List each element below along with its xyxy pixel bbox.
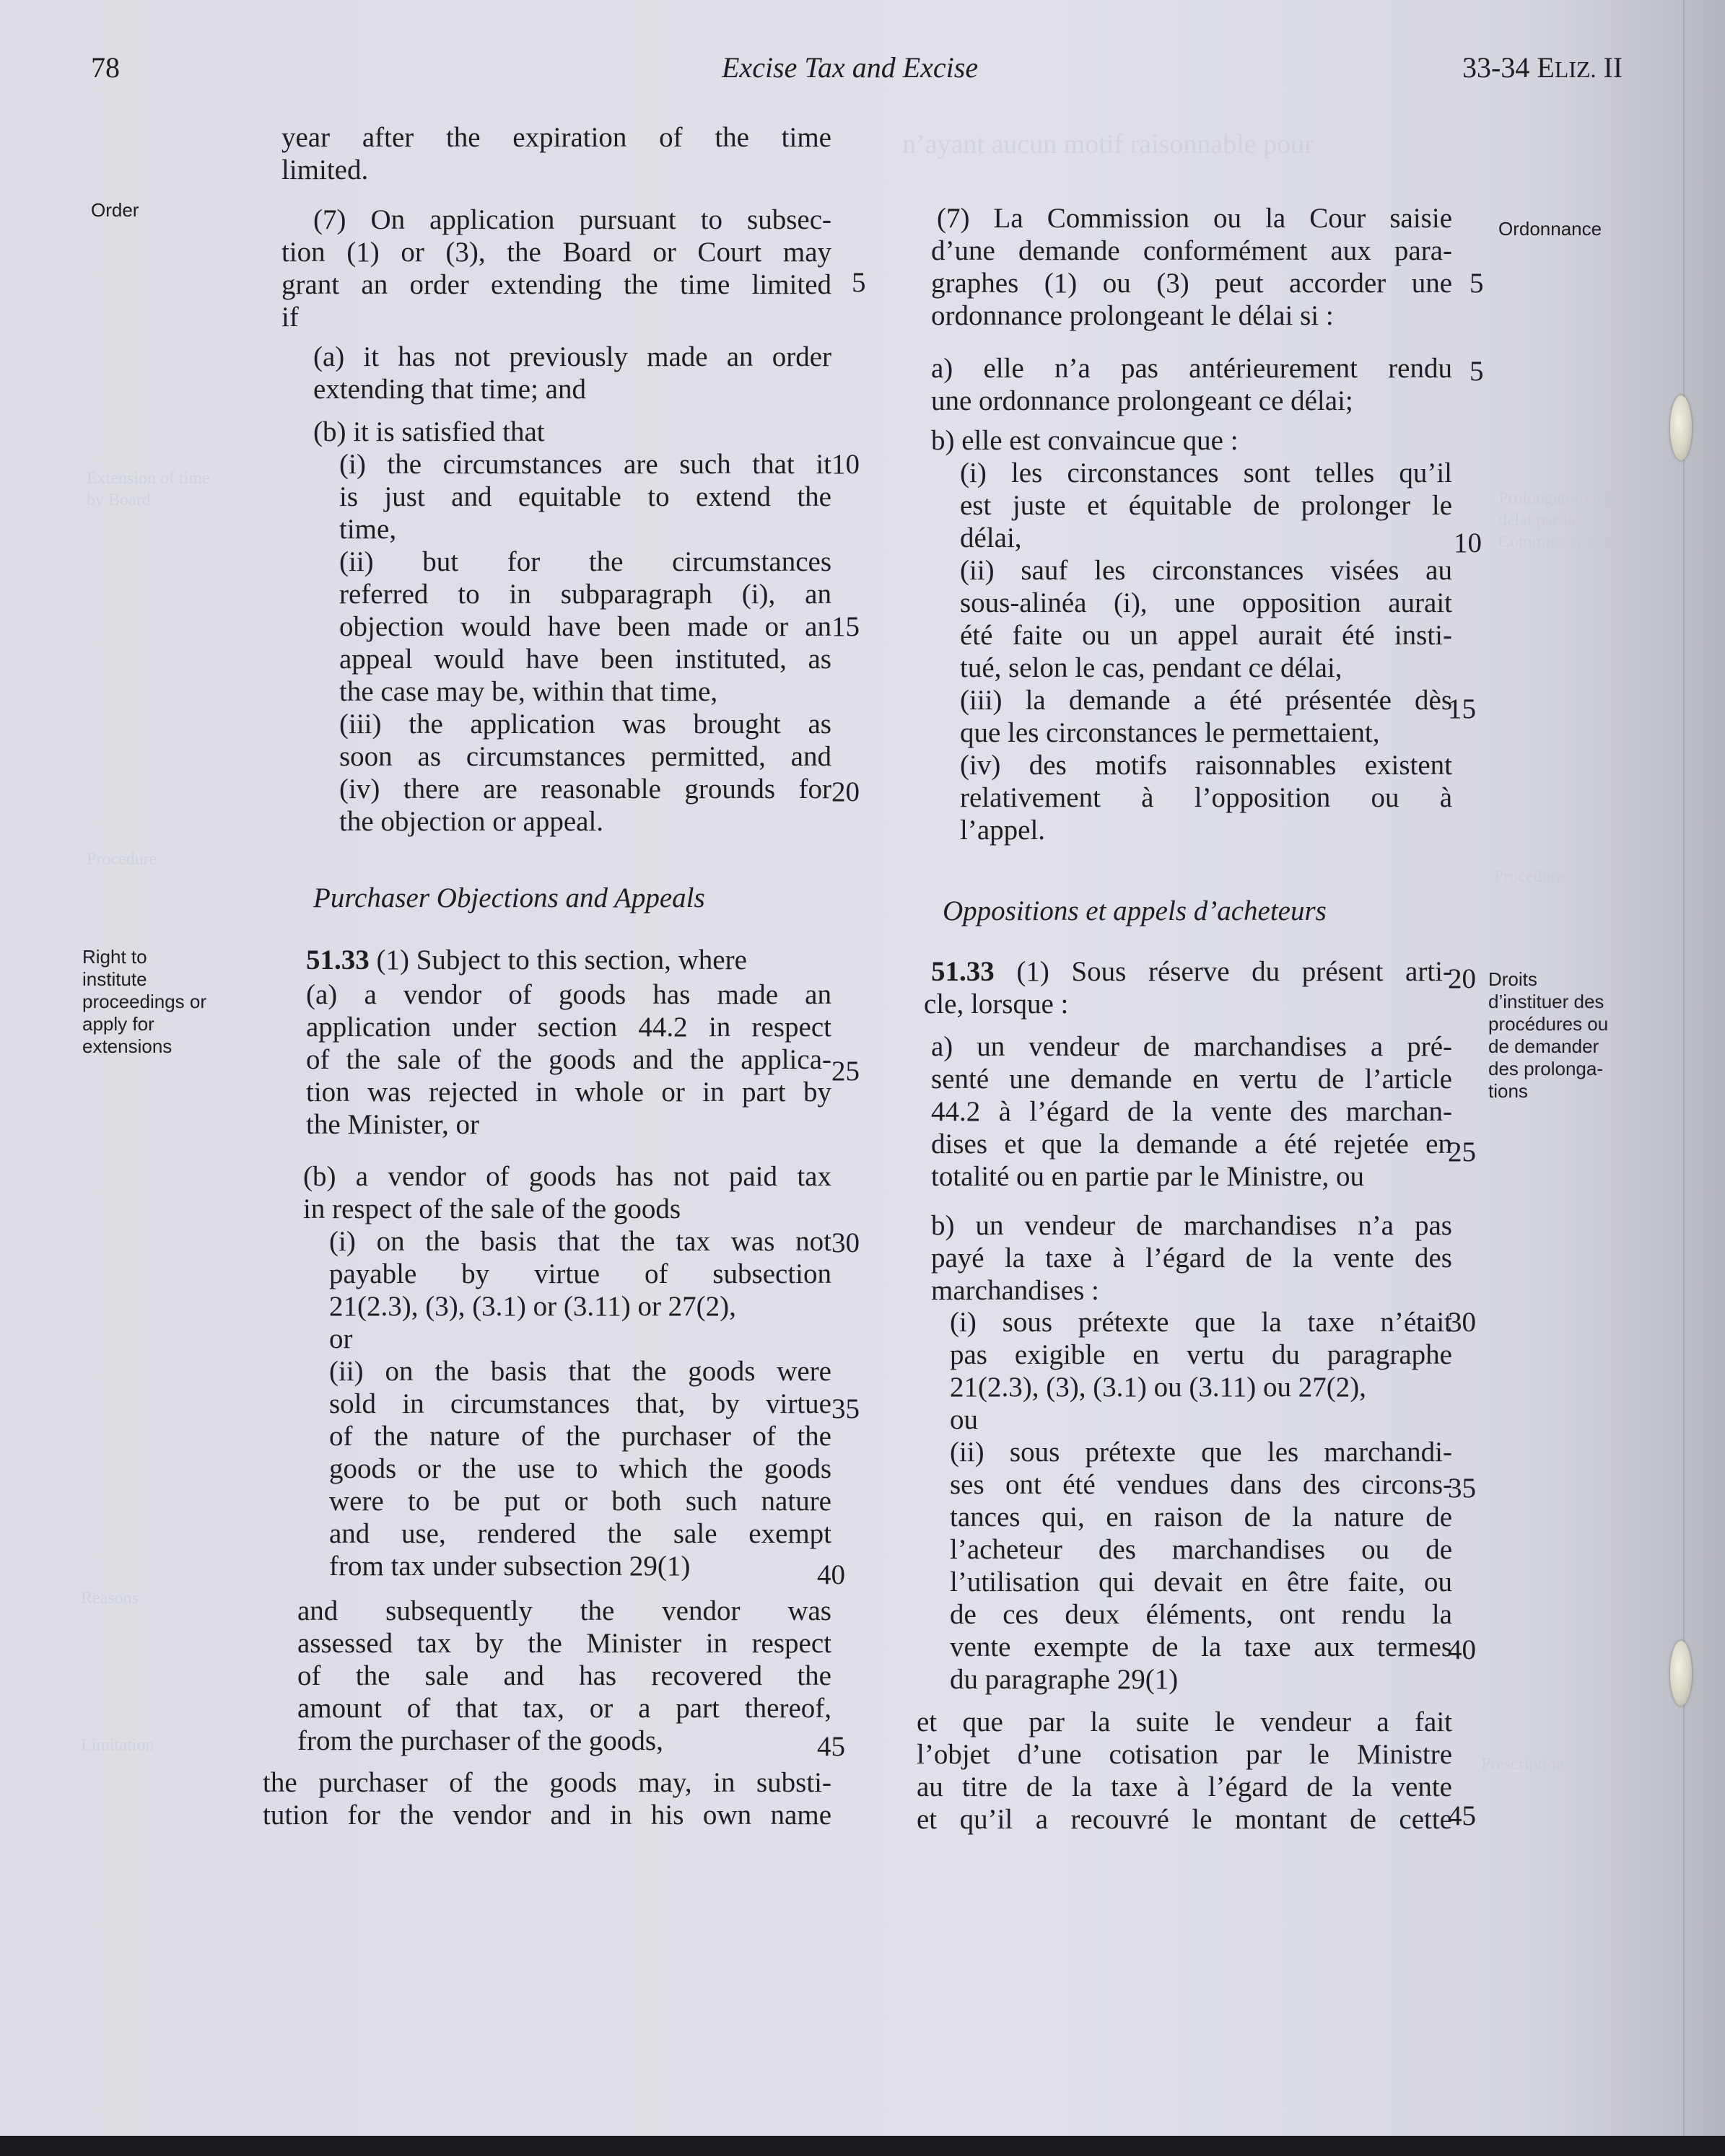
text-line: (iv) there are reasonable grounds for <box>339 774 831 805</box>
section-51-33-en <box>306 944 831 976</box>
text-line: were to be put or both such nature <box>329 1486 831 1517</box>
text-line: ou <box>950 1404 978 1435</box>
text-fragment: (1) Sous réserve du présent arti- <box>994 956 1452 987</box>
text-line: b) elle est convaincue que : <box>931 425 1239 456</box>
line-number: 40 <box>817 1559 845 1590</box>
text-line: (i) sous prétexte que la taxe n’était <box>950 1307 1452 1338</box>
scan-bottom-edge <box>0 2136 1725 2156</box>
closing-clause-en <box>297 1595 831 1757</box>
text-line: and use, rendered the sale exempt <box>329 1518 831 1549</box>
section-number: 51.33 <box>306 945 370 976</box>
running-title: Excise Tax and Excise <box>722 51 979 84</box>
text-line: tion (1) or (3), the Board or Court may <box>281 237 831 268</box>
text-line: totalité ou en partie par le Ministre, ou <box>931 1161 1364 1192</box>
text-line: l’appel. <box>960 815 1046 846</box>
text-line: of the nature of the purchaser of the <box>329 1421 831 1452</box>
text-line: (ii) sauf les circonstances visées au <box>960 555 1452 586</box>
heading-oppositions <box>943 895 1452 927</box>
subparagraphs-en <box>329 1225 831 1582</box>
line-number: 45 <box>817 1731 845 1762</box>
paragraph-continuation <box>281 121 831 186</box>
line-number: 40 <box>1448 1634 1476 1665</box>
line-number: 25 <box>1448 1136 1476 1167</box>
text-line: (7) La Commission ou la Cour saisie <box>937 203 1452 234</box>
bleed-through-note: Reasons <box>81 1589 139 1608</box>
text-line: in respect of the sale of the goods <box>303 1193 681 1224</box>
text-line: 21(2.3), (3), (3.1) or (3.11) or 27(2), <box>329 1291 736 1322</box>
text-line: if <box>281 302 299 333</box>
text-line: une ordonnance prolongeant ce délai; <box>931 385 1353 416</box>
text-line: limited. <box>281 154 369 185</box>
bleed-through-note: Procédure <box>1494 867 1565 886</box>
text-line: (ii) on the basis that the goods were <box>329 1356 831 1387</box>
line-number: 15 <box>1448 693 1476 724</box>
text-line: goods or the use to which the goods <box>329 1453 831 1484</box>
section-51-33-fr <box>924 955 1452 1020</box>
text-line: tué, selon le cas, pendant ce délai, <box>960 652 1342 683</box>
text-line: (b) a vendor of goods has not paid tax <box>303 1161 831 1192</box>
text-line: (iii) la demande a été présentée dès <box>960 685 1452 716</box>
margin-note-droits: Droits d’instituer des procédures ou de demander des prolonga- tions <box>1488 968 1609 1102</box>
purchaser-clause-en <box>263 1766 831 1831</box>
alinea-a-fr <box>931 352 1452 417</box>
text-line: amount of that tax, or a part thereof, <box>297 1693 831 1724</box>
heading-purchaser-objections <box>313 882 831 914</box>
text-line: au titre de la taxe à l’égard de la vente <box>917 1771 1452 1802</box>
text-line: a) un vendeur de marchandises a pré- <box>931 1031 1452 1062</box>
text-line: délai, <box>960 522 1022 553</box>
line-number: 35 <box>831 1393 860 1424</box>
text-fragment: (1) Subject to this section, where <box>369 945 747 976</box>
text-line: (ii) sous prétexte que les marchandi- <box>950 1437 1452 1468</box>
regnal-end: II <box>1596 51 1623 84</box>
text-line: (i) on the basis that the tax was not <box>329 1226 831 1257</box>
paragraph-b-en <box>303 1160 831 1225</box>
text-line: application under section 44.2 in respect <box>306 1012 831 1043</box>
text-line: tution for the vendor and in his own name <box>263 1800 831 1831</box>
text-line <box>931 955 1452 988</box>
subsection-7-fr <box>931 202 1452 332</box>
text-line: extending that time; and <box>313 374 586 405</box>
text-line: vente exempte de la taxe aux termes <box>950 1631 1452 1662</box>
text-line: (a) it has not previously made an order <box>313 341 831 372</box>
page-fold-shadow <box>1683 0 1685 2136</box>
subparagraphs-i-iv <box>339 448 831 838</box>
text-line: de ces deux éléments, ont rendu la <box>950 1599 1452 1630</box>
text-line: graphes (1) ou (3) peut accorder une <box>931 268 1452 299</box>
text-line: (7) On application pursuant to subsec- <box>313 204 831 235</box>
text-line: (i) les circonstances sont telles qu’il <box>960 457 1452 488</box>
text-line: tion was rejected in whole or in part by <box>306 1077 831 1108</box>
text-line: d’une demande conformément aux para- <box>931 235 1452 266</box>
text-line: sous-alinéa (i), une opposition aurait <box>960 587 1452 618</box>
sous-alineas-51-fr <box>950 1306 1452 1696</box>
line-number: 10 <box>831 449 860 480</box>
text-line: year after the expiration of the time <box>281 122 831 153</box>
text-line: marchandises : <box>931 1275 1099 1306</box>
margin-note-order: Order <box>91 199 139 221</box>
text-line: que les circonstances le permettaient, <box>960 717 1380 748</box>
page-number: 78 <box>91 51 120 84</box>
alinea-b-51-fr <box>931 1209 1452 1307</box>
text-line: time, <box>339 514 397 545</box>
heading-text: Oppositions et appels d’acheteurs <box>943 895 1327 926</box>
text-line: payé la taxe à l’égard de la vente des <box>931 1243 1452 1274</box>
subsection-7 <box>281 203 831 333</box>
line-number: 20 <box>831 776 860 807</box>
text-line: the case may be, within that time, <box>339 676 718 707</box>
regnal-main: 33-34 E <box>1462 51 1555 84</box>
text-line: relativement à l’opposition ou à <box>960 782 1452 813</box>
text-line: et que par la suite le vendeur a fait <box>917 1706 1452 1737</box>
text-line: l’acheteur des marchandises ou de <box>950 1534 1452 1565</box>
line-number: 15 <box>831 611 860 642</box>
text-line: referred to in subparagraph (i), an <box>339 579 831 610</box>
text-line: from the purchaser of the goods, <box>297 1725 663 1756</box>
text-line: a) elle n’a pas antérieurement rendu <box>931 353 1452 384</box>
text-line: b) un vendeur de marchandises n’a pas <box>931 1210 1452 1241</box>
text-line: été faite ou un appel aurait été insti- <box>960 620 1452 651</box>
line-number: 30 <box>1448 1307 1476 1338</box>
text-line: grant an order extending the time limited <box>281 269 831 300</box>
text-line: 44.2 à l’égard de la vente des marchan- <box>931 1096 1452 1127</box>
text-line: ordonnance prolongeant le délai si : <box>931 300 1334 331</box>
bleed-through-note: Prolongation du délai par la Commission du tarif <box>1498 489 1641 551</box>
text-line: (ii) but for the circumstances <box>339 546 831 577</box>
text-line: senté une demande en vertu de l’article <box>931 1064 1452 1095</box>
regnal-small-caps: LIZ. <box>1554 56 1597 82</box>
text-line: 21(2.3), (3), (3.1) ou (3.11) ou 27(2), <box>950 1372 1366 1403</box>
line-number: 35 <box>1448 1473 1476 1504</box>
text-line: (a) a vendor of goods has made an <box>306 979 831 1010</box>
binder-ring-tab <box>1670 395 1692 460</box>
line-number: 5 <box>1469 356 1484 387</box>
regnal-year <box>1462 51 1623 87</box>
line-number: 10 <box>1454 527 1482 558</box>
bleed-through-note: Limitation <box>81 1736 154 1755</box>
line-number: 45 <box>1448 1800 1476 1831</box>
text-line: and subsequently the vendor was <box>297 1595 831 1626</box>
margin-note-ordonnance: Ordonnance <box>1498 218 1602 240</box>
section-number: 51.33 <box>931 956 995 987</box>
text-line: ses ont été vendues dans des circons- <box>950 1469 1452 1500</box>
text-line: the Minister, or <box>306 1109 479 1140</box>
text-line: (iii) the application was brought as <box>339 709 831 740</box>
text-line: objection would have been made or an <box>339 611 831 642</box>
text-line: is just and equitable to extend the <box>339 481 831 512</box>
sous-alineas-fr <box>960 457 1452 846</box>
text-line: or <box>329 1323 353 1354</box>
text-line: the objection or appeal. <box>339 806 604 837</box>
closing-clause-fr <box>917 1706 1452 1836</box>
text-line: (iv) des motifs raisonnables existent <box>960 750 1452 781</box>
text-line: est juste et équitable de prolonger le <box>960 490 1452 521</box>
text-line: assessed tax by the Minister in respect <box>297 1628 831 1659</box>
text-line: cle, lorsque : <box>924 989 1069 1020</box>
text-line: payable by virtue of subsection <box>329 1258 831 1289</box>
bleed-through-note: Extension of time by Board <box>87 469 210 509</box>
text-line: tances qui, en raison de la nature de <box>950 1502 1452 1533</box>
paragraph-a <box>313 341 831 406</box>
text-line: appeal would have been instituted, as <box>339 644 831 675</box>
text-line: of the sale and has recovered the <box>297 1660 831 1691</box>
text-line: pas exigible en vertu du paragraphe <box>950 1339 1452 1370</box>
text-line: of the sale of the goods and the applica- <box>306 1044 831 1075</box>
paragraph-b <box>313 416 831 448</box>
bleed-through-text: n’ayant aucun motif raisonnable pour <box>902 129 1314 159</box>
line-number: 30 <box>831 1227 860 1258</box>
bleed-through-note: Procedure <box>87 850 157 869</box>
line-number: 25 <box>831 1056 860 1087</box>
text-line: et qu’il a recouvré le montant de cette <box>917 1804 1452 1835</box>
text-line: (i) the circumstances are such that it <box>339 449 831 480</box>
text-line: l’utilisation qui devait en être faite, ou <box>950 1566 1452 1598</box>
heading-text: Purchaser Objections and Appeals <box>313 882 705 913</box>
bleed-through-note: Prescription <box>1481 1755 1565 1774</box>
text-line: (b) it is satisfied that <box>313 416 545 447</box>
line-number: 20 <box>1448 963 1476 994</box>
line-number: 5 <box>1469 268 1484 299</box>
text-line: the purchaser of the goods may, in substi- <box>263 1767 831 1798</box>
text-line: sold in circumstances that, by virtue <box>329 1388 831 1419</box>
text-line: from tax under subsection 29(1) <box>329 1551 691 1582</box>
text-line: du paragraphe 29(1) <box>950 1664 1179 1695</box>
text-line <box>306 944 831 976</box>
text-line: dises et que la demande a été rejetée en <box>931 1129 1452 1160</box>
margin-note-right-to-institute: Right to institute proceedings or apply for extensions <box>82 946 206 1057</box>
binder-ring-tab <box>1670 1641 1692 1706</box>
line-number: 5 <box>852 267 866 298</box>
alinea-a-51-fr <box>931 1030 1452 1193</box>
text-line: l’objet d’une cotisation par le Ministre <box>917 1739 1452 1770</box>
paragraph-a-en <box>306 978 831 1141</box>
alinea-b-fr <box>931 424 1452 457</box>
text-line: soon as circumstances permitted, and <box>339 741 831 772</box>
